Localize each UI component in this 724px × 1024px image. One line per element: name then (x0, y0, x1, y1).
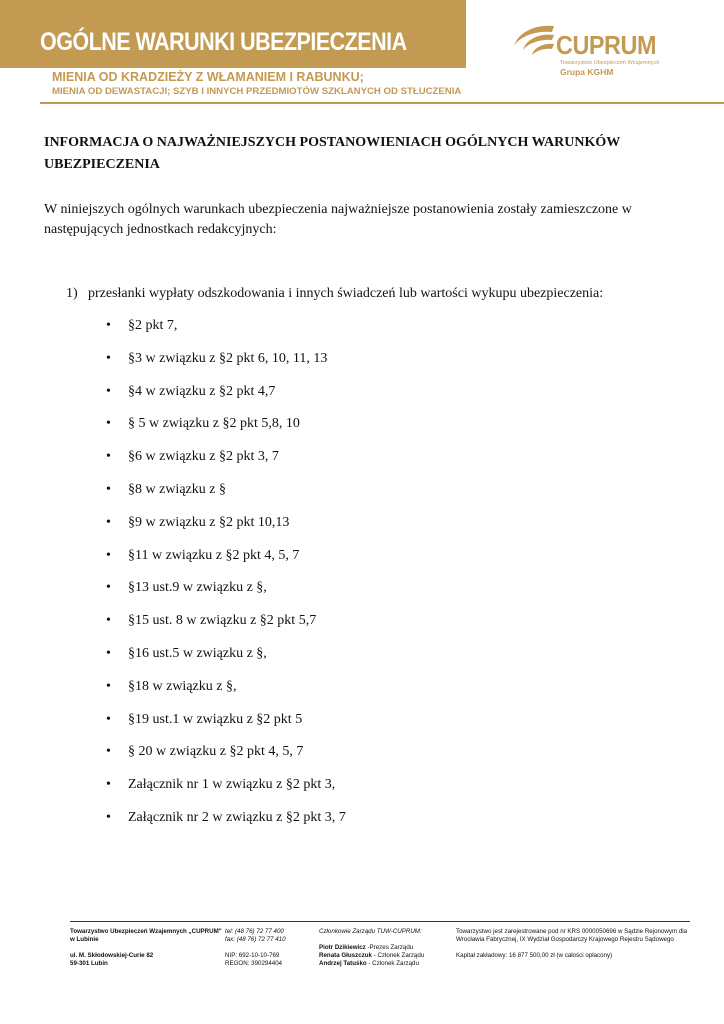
list-item-text: § 5 w związku z §2 pkt 5,8, 10 (128, 416, 300, 432)
board-member (319, 952, 424, 960)
list-item (106, 611, 346, 644)
intro-paragraph: W niniejszych ogólnych warunkach ubezpieczenia najważniejsze postanowienia zostały zamieszczone w następujących jednostkach redakcyjnych: (44, 202, 632, 237)
company-city: w Lubinie (70, 936, 99, 943)
board-member (319, 960, 424, 968)
bullet-icon: • (106, 318, 111, 333)
list-item-text: §4 w związku z §2 pkt 4,7 (128, 383, 276, 399)
bullet-icon: • (106, 350, 111, 366)
board-title: Członkowie Zarządu TUW-CUPRUM: (319, 928, 422, 935)
bullet-icon: • (106, 711, 111, 727)
document-subtitle-line2: MIENIA OD DEWASTACJI; SZYB I INNYCH PRZEDMIOTÓW SZKLANYCH OD STŁUCZENIA (52, 86, 462, 97)
registration-line1: Towarzystwo jest zarejestrowane pod nr KRS 0000050696 w Sądzie Rejonowym dla (456, 928, 688, 935)
numbered-point (66, 284, 603, 304)
bullet-icon: • (106, 383, 111, 399)
document-subtitle-line1: MIENIA OD KRADZIEŻY Z WŁAMANIEM I RABUNKU; (52, 70, 364, 84)
list-item-text: §8 w związku z § (128, 481, 226, 497)
list-item-text: §16 ust.5 w związku z §, (128, 645, 267, 661)
header-banner (0, 0, 466, 68)
list-item (106, 775, 346, 808)
provisions-list (106, 316, 346, 841)
address-postal: 59-301 Lubin (70, 960, 108, 967)
list-item (106, 414, 346, 447)
bullet-icon: • (106, 580, 111, 596)
board-member-name: Piotr Dzikiewicz (319, 944, 366, 951)
cuprum-arcs-logo-icon (508, 22, 560, 64)
list-item-text: §11 w związku z §2 pkt 4, 5, 7 (128, 547, 300, 563)
list-item-text: §19 ust.1 w związku z §2 pkt 5 (128, 711, 303, 727)
list-item (106, 546, 346, 579)
bullet-icon: • (106, 514, 111, 530)
list-item-text: § 20 w związku z §2 pkt 4, 5, 7 (128, 744, 304, 760)
list-item (106, 382, 346, 415)
header-divider (40, 102, 724, 104)
list-item (106, 316, 346, 349)
footer-contact (225, 928, 286, 968)
address-street: ul. M. Skłodowskiej-Curie 82 (70, 952, 154, 959)
regon-number: REGON: 390294404 (225, 960, 283, 967)
list-item (106, 349, 346, 382)
list-item (106, 513, 346, 546)
list-item (106, 447, 346, 480)
nip-number: NIP: 692-10-10-769 (225, 952, 280, 959)
board-member-role: - Członek Zarządu (371, 952, 425, 959)
document-title: OGÓLNE WARUNKI UBEZPIECZENIA (40, 28, 407, 56)
bullet-icon: • (106, 744, 111, 760)
company-name: Towarzystwo Ubezpieczeń Wzajemnych „CUPRUM" (70, 928, 222, 935)
list-item-text: §2 pkt 7, (128, 318, 178, 333)
bullet-icon: • (106, 481, 111, 497)
point-text: przesłanki wypłaty odszkodowania i innych świadczeń lub wartości wykupu ubezpieczenia: (88, 286, 604, 301)
footer-company (70, 928, 222, 968)
point-number: 1) (66, 286, 78, 301)
fax-number: fax: (48 76) 72 77 410 (225, 936, 286, 943)
section-heading: INFORMACJA O NAJWAŻNIEJSZYCH POSTANOWIENIACH OGÓLNYCH WARUNKÓW UBEZPIECZENIA (44, 135, 621, 172)
list-item-text: §18 w związku z §, (128, 678, 237, 694)
footer-board (319, 928, 424, 968)
list-item (106, 480, 346, 513)
board-member-name: Andrzej Tatuśko (319, 960, 367, 967)
logo-tagline: Towarzystwo Ubezpieczeń Wzajemnych (560, 60, 660, 66)
list-item (106, 742, 346, 775)
bullet-icon: • (106, 809, 111, 825)
list-item-text: §9 w związku z §2 pkt 10,13 (128, 514, 290, 530)
list-item (106, 578, 346, 611)
list-item-text: §15 ust. 8 w związku z §2 pkt 5,7 (128, 613, 317, 629)
bullet-icon: • (106, 547, 111, 563)
list-item (106, 644, 346, 677)
logo-group: Grupa KGHM (560, 67, 614, 77)
list-item-text: §6 w związku z §2 pkt 3, 7 (128, 449, 279, 465)
board-member-role: -Prezes Zarządu (365, 944, 414, 951)
share-capital: Kapitał zakładowy: 16 877 500,00 zł (w całości opłacony) (456, 952, 613, 959)
list-item-text: Załącznik nr 1 w związku z §2 pkt 3, (128, 777, 336, 793)
bullet-icon: • (106, 613, 111, 629)
bullet-icon: • (106, 645, 111, 661)
list-item-text: §13 ust.9 w związku z §, (128, 580, 267, 596)
list-item-text: §3 w związku z §2 pkt 6, 10, 11, 13 (128, 350, 328, 366)
phone-number: tel: (48 76) 72 77 400 (225, 928, 284, 935)
board-member-role: - Członek Zarządu (366, 960, 419, 967)
cuprum-logo (508, 22, 668, 82)
list-item (106, 808, 346, 841)
footer-divider (70, 921, 690, 922)
list-item (106, 710, 346, 743)
bullet-icon: • (106, 449, 111, 465)
board-member (319, 944, 424, 952)
board-member-name: Renata Głuszczuk (319, 952, 372, 959)
list-item-text: Załącznik nr 2 w związku z §2 pkt 3, 7 (128, 809, 346, 825)
registration-line2: Wrocławia Fabrycznej, IX Wydział Gospodarczy Krajowego Rejestru Sądowego (456, 936, 674, 943)
logo-name: CUPRUM (556, 30, 656, 60)
bullet-icon: • (106, 678, 111, 694)
bullet-icon: • (106, 777, 111, 793)
bullet-icon: • (106, 416, 111, 432)
list-item (106, 677, 346, 710)
footer-registration (456, 928, 687, 960)
